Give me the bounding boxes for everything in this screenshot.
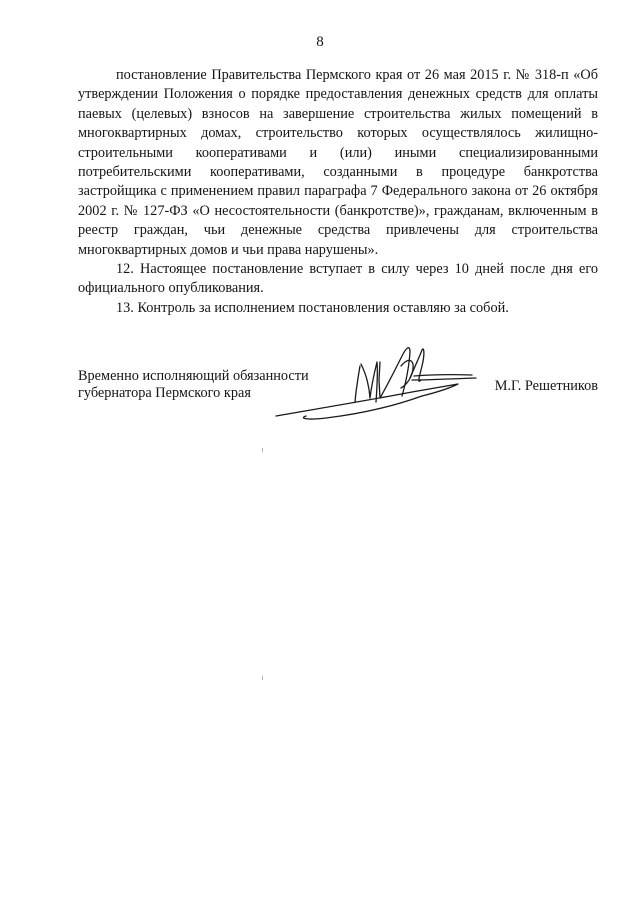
- signatory-position-line-2: губернатора Пермского края: [78, 385, 251, 401]
- paragraph-continuation: постановление Правительства Пермского края от 26 мая 2015 г. № 318-п «Об утверждении Положения о порядке предоставления денежных средств для оплаты паевых (целевых) взносов на завершение строительства жилых помещений в многоквартирных домах, строительство которых осуществлялось жилищно-строительными кооперативами и (или) иными специализированными потребительскими кооперативами, созданными в процедуре банкротства застройщика с применением правил параграфа 7 Федерального закона от 26 октября 2002 г. № 127-ФЗ «О несостоятельности (банкротстве)», гражданам, включенным в реестр граждан, чьи денежные средства привлечены для строительства многоквартирных домов и чьи права нарушены».: [78, 67, 598, 258]
- handwritten-signature: [262, 318, 487, 433]
- page-number: 8: [316, 34, 324, 50]
- signatory-name: М.Г. Решетников: [494, 378, 598, 394]
- paragraph-12: 12. Настоящее постановление вступает в силу через 10 дней после дня его официального опубликования.: [78, 261, 598, 297]
- signatory-position-line-1: Временно исполняющий обязанности: [78, 368, 309, 384]
- scan-speck: [262, 676, 263, 680]
- paragraph-13: 13. Контроль за исполнением постановления оставляю за собой.: [116, 299, 509, 316]
- scan-speck: [262, 448, 263, 452]
- document-body: [78, 66, 598, 318]
